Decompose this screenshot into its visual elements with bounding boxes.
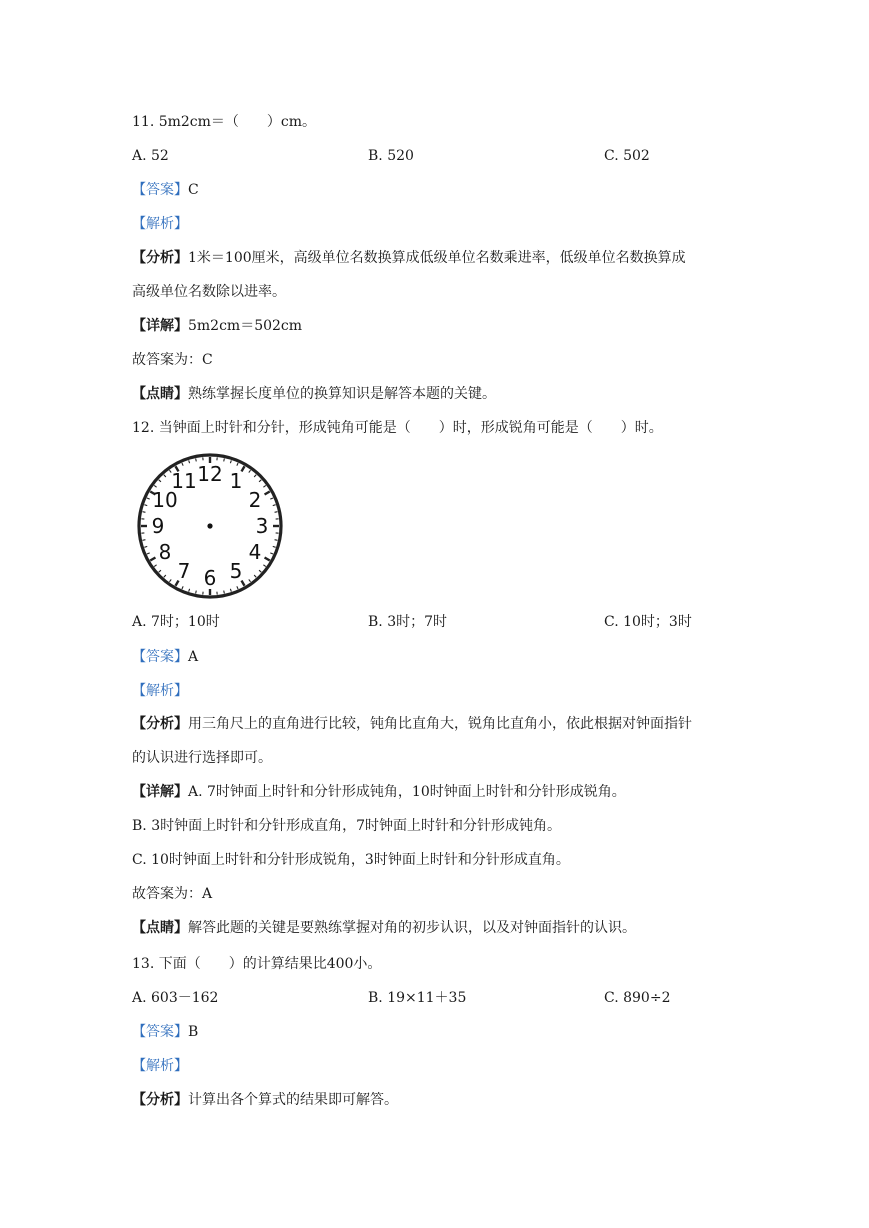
fenxi-tag: 【分析】 (132, 250, 188, 266)
fenxi-tag: 【分析】 (132, 716, 188, 732)
q11-fenxi-line-1 (132, 248, 686, 268)
q12-xiangjie-line-2: B. 3时钟面上时针和分针形成直角，7时钟面上时针和分针形成钝角。 (132, 818, 562, 834)
fenxi-tag: 【分析】 (132, 1092, 188, 1108)
q13-option-b: B. 19×11＋35 (368, 990, 467, 1006)
clock-number-12: 12 (197, 462, 223, 486)
dianjing-tag: 【点睛】 (132, 386, 188, 402)
dianjing-text: 解答此题的关键是要熟练掌握对角的初步认识，以及对钟面指针的认识。 (188, 920, 636, 936)
answer-value: C (188, 182, 199, 198)
clock-center-dot (207, 523, 212, 528)
analysis-tag: 【解析】 (132, 216, 188, 232)
q12-stem: 12. 当钟面上时针和分针，形成钝角可能是（ ）时，形成锐角可能是（ ）时。 (132, 420, 663, 436)
clock-number-5: 5 (229, 559, 243, 584)
q12-dianjing-line (132, 918, 636, 938)
q11-stem: 11. 5m2cm＝（ ）cm。 (132, 114, 317, 130)
clock-number-4: 4 (248, 540, 262, 564)
q12-option-a: A. 7时；10时 (132, 614, 220, 630)
clock-minute-tick (224, 591, 225, 594)
clock-face-figure (136, 452, 284, 600)
q13-option-c: C. 890÷2 (604, 990, 671, 1006)
q11-conclusion: 故答案为：C (132, 352, 213, 368)
q12-answer-line (132, 647, 198, 667)
analysis-tag: 【解析】 (132, 683, 188, 699)
q12-conclusion: 故答案为：A (132, 886, 213, 902)
clock-minute-tick (275, 512, 278, 513)
clock-number-1: 1 (229, 468, 243, 493)
q13-fenxi-line (132, 1090, 398, 1110)
q12-xiangjie-line-1 (132, 782, 626, 802)
q13-answer-line (132, 1022, 198, 1042)
dianjing-text: 熟练掌握长度单位的换算知识是解答本题的关键。 (188, 386, 496, 402)
q12-analysis-tag (132, 681, 188, 701)
clock-minute-tick (224, 459, 225, 462)
answer-value: A (188, 649, 199, 665)
q13-option-a: A. 603－162 (132, 990, 219, 1006)
q13-stem: 13. 下面（ ）的计算结果比400小。 (132, 956, 382, 972)
clock-number-9: 9 (151, 514, 165, 538)
analysis-tag: 【解析】 (132, 1058, 188, 1074)
xiangjie-tag: 【详解】 (132, 784, 188, 800)
q12-xiangjie-line-3: C. 10时钟面上时针和分针形成锐角，3时钟面上时针和分针形成直角。 (132, 852, 570, 868)
clock-number-2: 2 (248, 488, 262, 512)
q13-analysis-tag (132, 1056, 188, 1076)
q11-option-c: C. 502 (604, 148, 650, 164)
xiangjie-tag: 【详解】 (132, 318, 188, 334)
xiangjie-text: 5m2cm＝502cm (188, 318, 303, 334)
q12-fenxi-line-1 (132, 714, 692, 734)
fenxi-text: 计算出各个算式的结果即可解答。 (188, 1092, 398, 1108)
answer-tag: 【答案】 (132, 649, 188, 665)
q12-option-c: C. 10时；3时 (604, 614, 692, 630)
clock-number-3: 3 (255, 514, 269, 538)
q11-option-b: B. 520 (368, 148, 414, 164)
fenxi-text: 1米＝100厘米，高级单位名数换算成低级单位名数乘进率，低级单位名数换算成 (188, 250, 686, 266)
q12-option-b: B. 3时；7时 (368, 614, 448, 630)
clock-number-11: 11 (171, 468, 197, 493)
clock-number-6: 6 (203, 566, 217, 590)
q12-fenxi-line-2: 的认识进行选择即可。 (132, 750, 272, 766)
xiangjie-text: A. 7时钟面上时针和分针形成钝角，10时钟面上时针和分针形成锐角。 (188, 784, 626, 800)
q11-dianjing-line (132, 384, 496, 404)
clock-number-8: 8 (158, 540, 172, 564)
fenxi-text: 用三角尺上的直角进行比较，钝角比直角大，锐角比直角小，依此根据对钟面指针 (188, 716, 692, 732)
dianjing-tag: 【点睛】 (132, 920, 188, 936)
clock-minute-tick (196, 459, 197, 462)
q11-xiangjie-line (132, 316, 302, 336)
clock-minute-tick (275, 540, 278, 541)
clock-number-10: 10 (152, 488, 178, 512)
clock-minute-tick (196, 591, 197, 594)
clock-minute-tick (143, 540, 146, 541)
clock-number-7: 7 (177, 559, 191, 584)
q11-option-a: A. 52 (132, 148, 169, 164)
answer-tag: 【答案】 (132, 1024, 188, 1040)
clock-minute-tick (143, 512, 146, 513)
answer-value: B (188, 1024, 199, 1040)
q11-analysis-tag (132, 214, 188, 234)
q11-fenxi-line-2: 高级单位名数除以进率。 (132, 284, 286, 300)
q11-answer-line (132, 180, 199, 200)
answer-tag: 【答案】 (132, 182, 188, 198)
